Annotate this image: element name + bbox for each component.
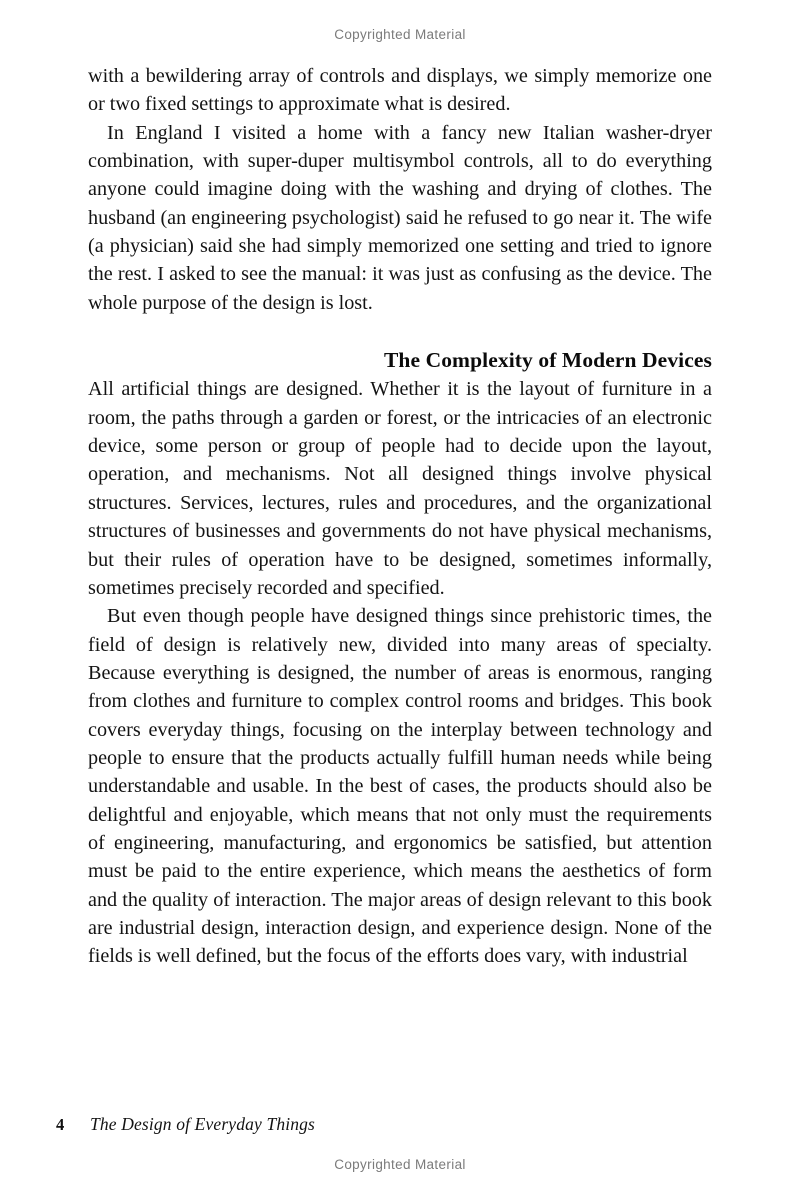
page-number: 4 xyxy=(56,1115,65,1134)
page-footer xyxy=(56,1114,716,1135)
paragraph-all-artificial-things: All artificial things are designed. Whether it is the layout of furniture in a room, the paths through a garden or forest, or the intricacies of an electronic device, some person or group of people had to decide upon the layout, operation, and mechanisms. Not all designed things involve physical structures. Services, lectures, rules and procedures, and the organizational structures of businesses and governments do not have physical mechanisms, but their rules of operation have to be designed, sometimes informally, sometimes precisely recorded and specified. xyxy=(88,378,712,599)
copyrighted-material-footer: Copyrighted Material xyxy=(334,1157,466,1172)
text-column xyxy=(88,62,712,971)
copyrighted-material-header: Copyrighted Material xyxy=(334,27,466,42)
running-book-title: The Design of Everyday Things xyxy=(90,1114,316,1134)
paragraph-continuation: with a bewildering array of controls and displays, we simply memorize one or two fixed settings to approximate what is desired. xyxy=(88,65,712,116)
section-heading-block xyxy=(88,317,712,375)
paragraph-field-of-design: But even though people have designed things since prehistoric times, the field of design is relatively new, divided into many areas of specialty. Because everything is designed, the number of areas is enormous, ranging from clothes and furniture to complex control rooms and bridges. This book covers everyday things, focusing on the interplay between technology and people to ensure that the products actually fulfill human needs while being understandable and usable. In the best of cases, the products should also be delightful and enjoyable, which means that not only must the requirements of engineering, manufacturing, and ergonomics be satisfied, but attention must be paid to the entire experience, which means the aesthetics of form and the quality of interaction. The major areas of design relevant to this book are industrial design, interaction design, and experience design. None of the fields is well defined, but the focus of the efforts does vary, with industrial xyxy=(88,605,712,968)
paragraph-england-washer-dryer: In England I visited a home with a fancy new Italian washer-dryer combination, with super-duper multisymbol controls, all to do everything anyone could imagine doing with the washing and drying of clothes. The husband (an engineering psychologist) said he refused to go near it. The wife (a physician) said she had simply memorized one setting and tried to ignore the rest. I asked to see the manual: it was just as confusing as the device. The whole purpose of the design is lost. xyxy=(88,121,712,314)
section-heading: The Complexity of Modern Devices xyxy=(383,348,712,373)
